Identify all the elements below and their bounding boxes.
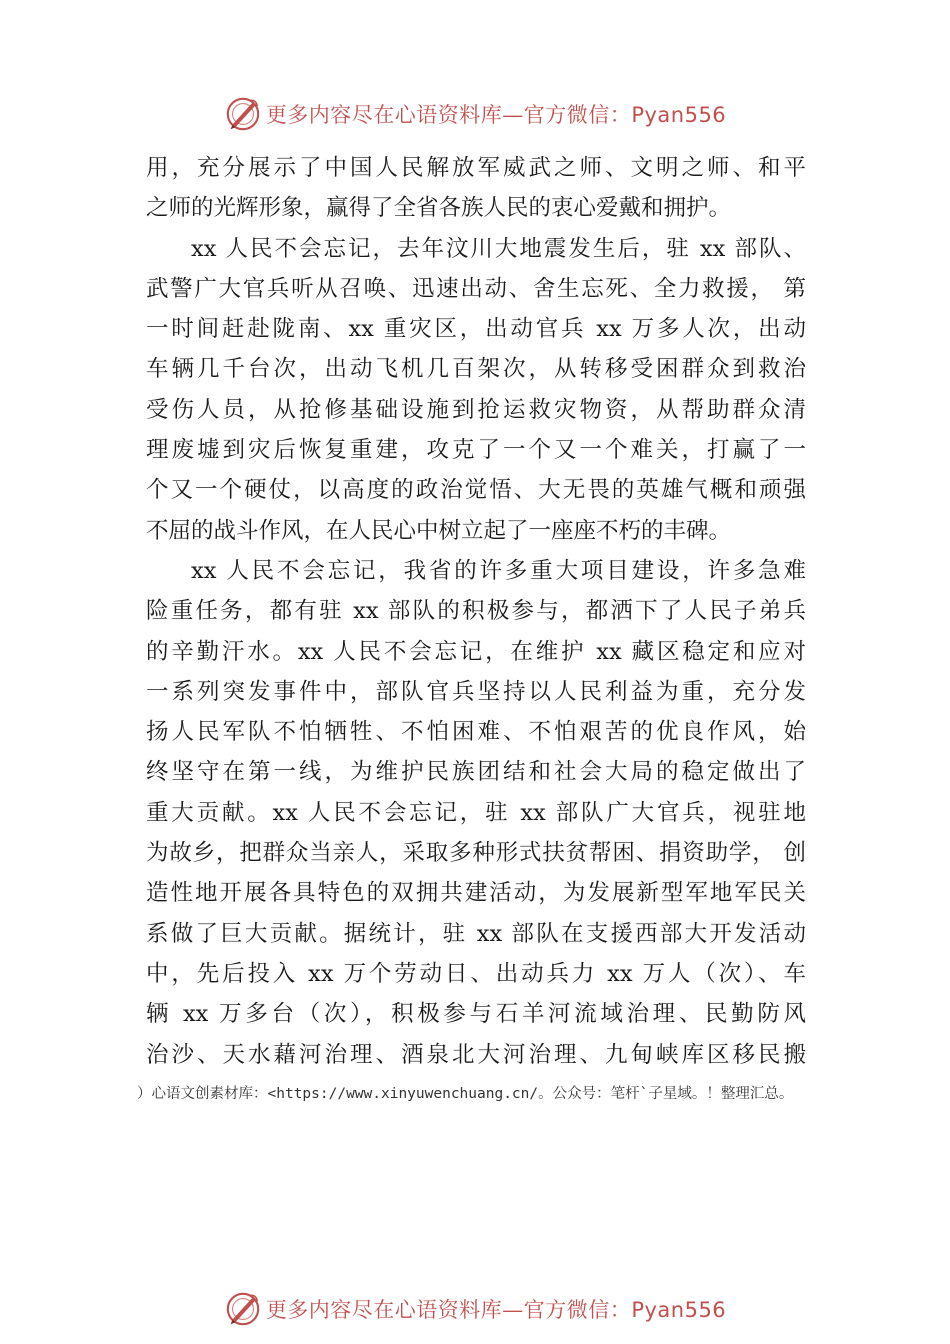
footer-banner-label: 更多内容尽在心语资料库—官方微信：: [265, 1298, 632, 1322]
document-body: [146, 148, 806, 1075]
text-line: 险重任务，都有驻 xx 部队的积极参与，都洒下了人民子弟兵: [146, 598, 806, 625]
text-line: 个又一个硬仗，以高度的政治觉悟、大无畏的英雄气概和顽强: [146, 477, 806, 504]
header-banner-label: 更多内容尽在心语资料库—官方微信：: [265, 103, 632, 127]
pen-seal-logo-icon: [224, 1290, 262, 1328]
text-line: 中，先后投入 xx 万个劳动日、出动兵力 xx 万人（次）、车: [146, 960, 806, 987]
text-line: 的辛勤汗水。xx 人民不会忘记，在维护 xx 藏区稳定和应对: [146, 638, 806, 665]
text-line: 为故乡，把群众当亲人，采取多种形式扶贫帮困、捐资助学， 创: [146, 840, 806, 867]
text-line: xx 人民不会忘记，去年汶川大地震发生后，驻 xx 部队、: [191, 235, 806, 262]
text-line: 理废墟到灾后恢复重建，攻克了一个又一个难关，打赢了一: [146, 437, 806, 464]
pen-seal-logo-icon: [224, 95, 262, 133]
text-line: xx 人民不会忘记，我省的许多重大项目建设，许多急难: [191, 557, 806, 584]
text-line: 一时间赶赴陇南、xx 重灾区，出动官兵 xx 万多人次，出动: [146, 316, 806, 343]
footer-wechat-handle: Pyan556: [631, 1298, 727, 1322]
header-banner-text: [266, 99, 726, 129]
footer-banner: [0, 1287, 950, 1331]
text-line: 系做了巨大贡献。据统计，驻 xx 部队在支援西部大开发活动: [146, 920, 806, 947]
text-line: 用，充分展示了中国人民解放军威武之师、文明之师、和平: [146, 155, 806, 181]
header-wechat-handle: Pyan556: [631, 103, 727, 127]
header-banner: [0, 92, 950, 136]
text-line: 受伤人员，从抢修基础设施到抢运救灾物资，从帮助群众清: [146, 396, 806, 423]
text-line: 治沙、天水藉河治理、酒泉北大河治理、九甸峡库区移民搬: [146, 1041, 806, 1068]
text-line: 终坚守在第一线，为维护民族团结和社会大局的稳定做出了: [146, 759, 806, 786]
text-line: 不屈的战斗作风，在人民心中树立起了一座座不朽的丰碑。: [146, 517, 732, 544]
text-line: 造性地开展各具特色的双拥共建活动，为发展新型军地军民关: [146, 880, 806, 907]
text-line: 辆 xx 万多台（次），积极参与石羊河流域治理、民勤防风: [146, 1001, 806, 1028]
text-line: 扬人民军队不怕牺牲、不怕困难、不怕艰苦的优良作风，始: [146, 719, 806, 746]
source-footnote: ）心语文创素材库：<https://www.xinyuwenchuang.cn/。公众号：笔杆`子星域。！整理汇总。: [137, 1086, 794, 1102]
text-line: 车辆几千台次，出动飞机几百架次，从转移受困群众到救治: [146, 356, 806, 383]
text-line: 重大贡献。xx 人民不会忘记，驻 xx 部队广大官兵，视驻地: [146, 799, 806, 826]
footer-banner-text: [266, 1294, 726, 1324]
text-line: 一系列突发事件中，部队官兵坚持以人民利益为重，充分发: [146, 678, 806, 705]
text-line: 之师的光辉形象，赢得了全省各族人民的衷心爱戴和拥护。: [146, 195, 732, 222]
text-line: 武警广大官兵听从召唤、迅速出动、舍生忘死、全力救援， 第: [146, 275, 806, 302]
